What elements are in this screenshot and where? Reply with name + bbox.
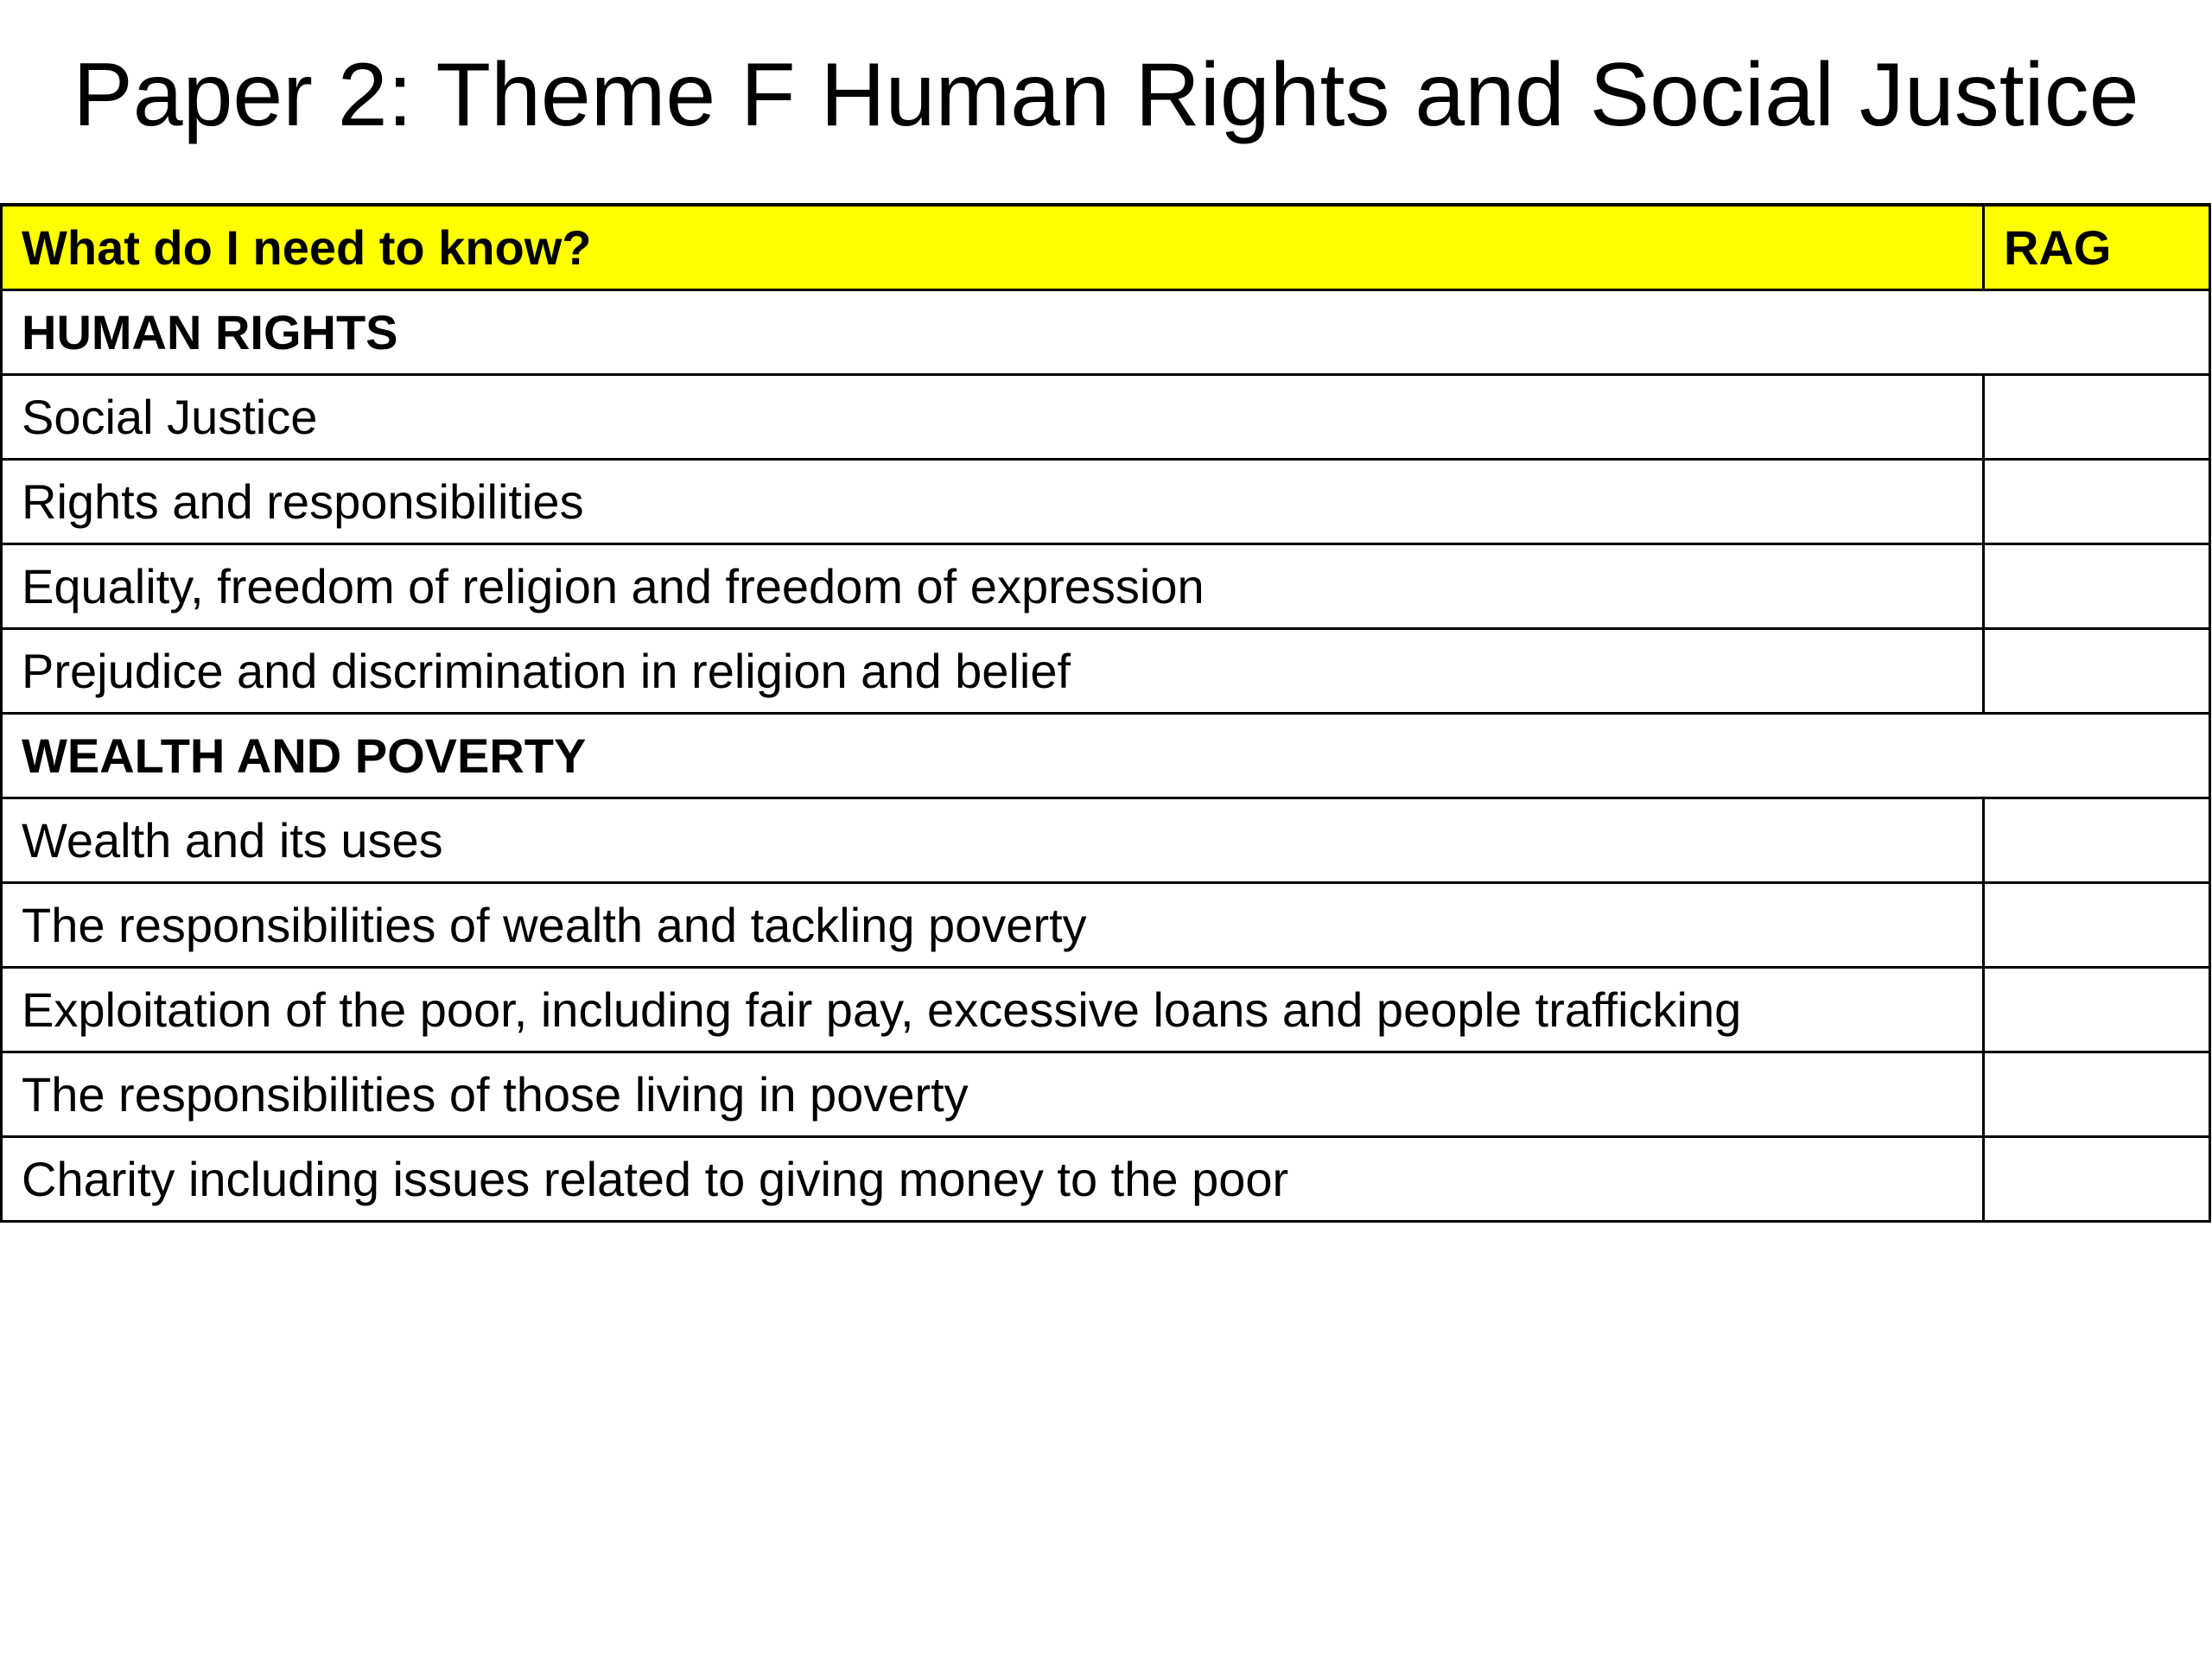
section-heading: WEALTH AND POVERTY <box>2 713 2210 798</box>
section-row-wealth-and-poverty <box>2 713 2210 798</box>
rag-cell[interactable] <box>1984 1136 2210 1221</box>
table-row <box>2 459 2210 543</box>
topic-cell: Exploitation of the poor, including fair pay, excessive loans and people trafficking <box>2 967 1984 1052</box>
topic-cell: Prejudice and discrimination in religion and belief <box>2 628 1984 713</box>
rag-cell[interactable] <box>1984 628 2210 713</box>
table-header-row <box>2 205 2210 289</box>
rag-cell[interactable] <box>1984 882 2210 967</box>
table-row <box>2 374 2210 459</box>
header-topic-cell: What do I need to know? <box>2 205 1984 289</box>
topic-cell: Rights and responsibilities <box>2 459 1984 543</box>
page-title: Paper 2: Theme F Human Rights and Social Justice <box>73 45 2139 145</box>
table-row <box>2 1136 2210 1221</box>
rag-cell[interactable] <box>1984 459 2210 543</box>
section-row-human-rights <box>2 289 2210 374</box>
header-rag-cell: RAG <box>1984 205 2210 289</box>
topic-cell: Charity including issues related to giving money to the poor <box>2 1136 1984 1221</box>
topic-cell: Equality, freedom of religion and freedom of expression <box>2 543 1984 628</box>
table-row <box>2 967 2210 1052</box>
rag-cell[interactable] <box>1984 798 2210 882</box>
table-row <box>2 882 2210 967</box>
section-heading: HUMAN RIGHTS <box>2 289 2210 374</box>
topic-cell: Wealth and its uses <box>2 798 1984 882</box>
topic-cell: The responsibilities of those living in poverty <box>2 1052 1984 1136</box>
rag-cell[interactable] <box>1984 1052 2210 1136</box>
table-row <box>2 543 2210 628</box>
topic-cell: The responsibilities of wealth and tackling poverty <box>2 882 1984 967</box>
topic-cell: Social Justice <box>2 374 1984 459</box>
revision-checklist-table <box>0 203 2211 1223</box>
table-row <box>2 798 2210 882</box>
table-row <box>2 1052 2210 1136</box>
rag-cell[interactable] <box>1984 374 2210 459</box>
rag-cell[interactable] <box>1984 967 2210 1052</box>
rag-cell[interactable] <box>1984 543 2210 628</box>
table-row <box>2 628 2210 713</box>
